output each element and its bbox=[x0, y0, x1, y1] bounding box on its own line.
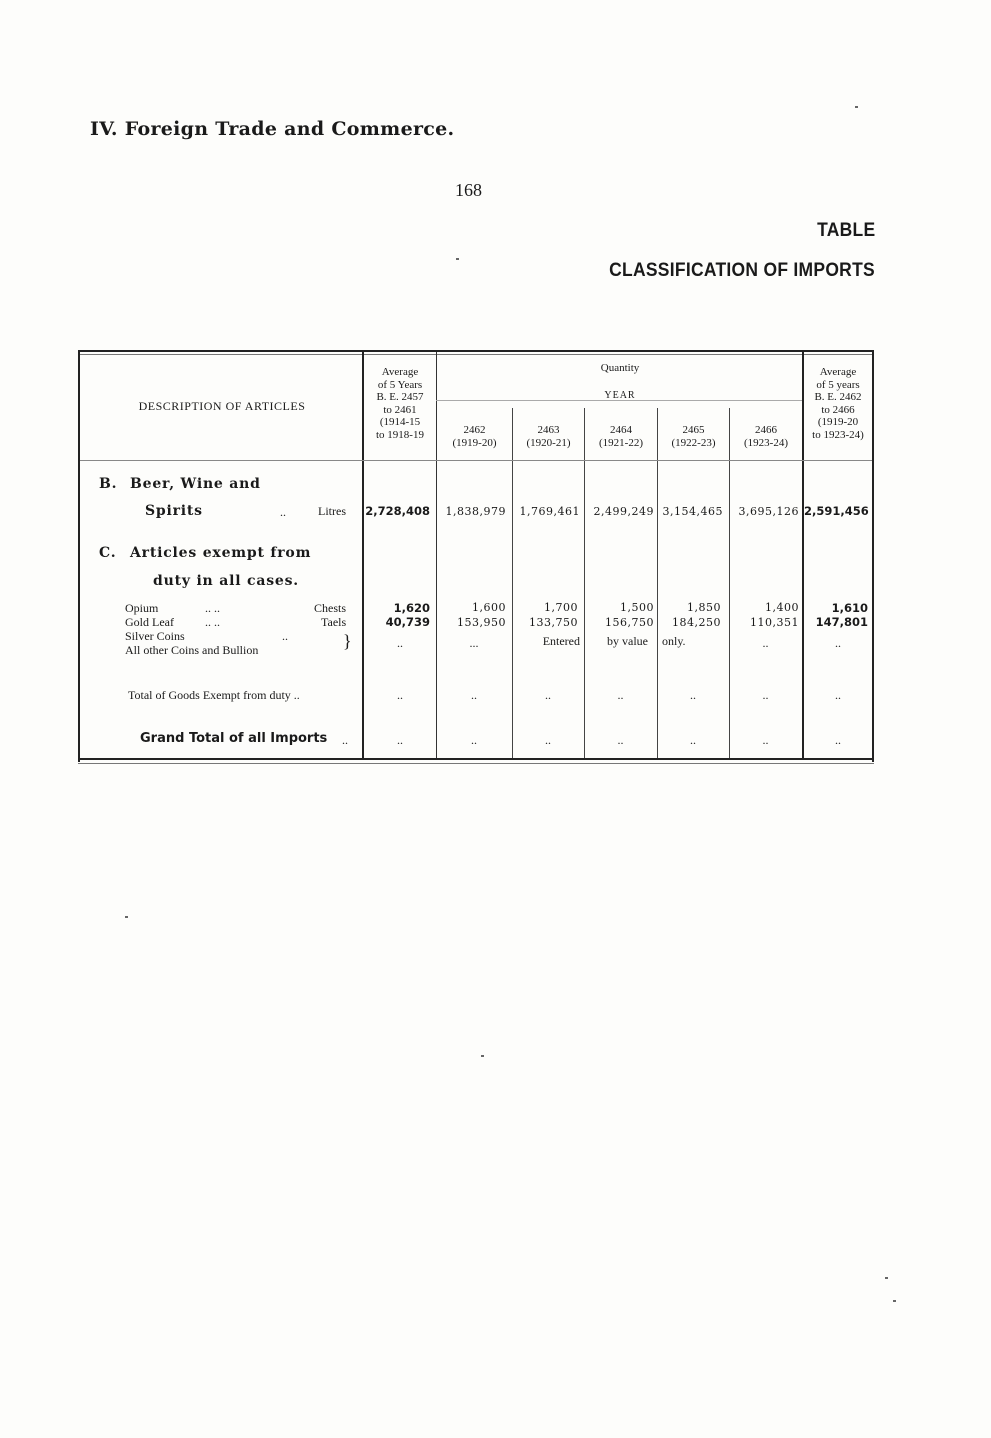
section-b-title-line1: Beer, Wine and bbox=[130, 476, 261, 492]
grand-total-label: Grand Total of all Imports bbox=[140, 731, 328, 746]
row-name: Silver Coins bbox=[125, 629, 185, 643]
beer-2465: 3,154,465 bbox=[662, 505, 723, 518]
beer-avg-first: 2,728,408 bbox=[365, 504, 430, 518]
header-bottom-rule bbox=[80, 460, 872, 461]
total-exempt-value: .. bbox=[471, 688, 477, 702]
header-year: YEAR bbox=[604, 390, 636, 401]
opium-avg-last: 1,610 bbox=[831, 601, 868, 615]
header-avg-first-line: Average bbox=[381, 366, 419, 378]
total-exempt-value: .. bbox=[690, 688, 696, 702]
header-year-span: (1921-22) bbox=[599, 436, 643, 449]
grand-total-value: .. bbox=[545, 733, 551, 747]
scan-speck bbox=[125, 916, 128, 918]
header-avg-first-line: to 1918-19 bbox=[376, 428, 424, 441]
gold-2464: 156,750 bbox=[605, 616, 654, 629]
beer-2463: 1,769,461 bbox=[519, 505, 580, 518]
header-year-number: 2466 bbox=[755, 424, 777, 436]
beer-2464: 2,499,249 bbox=[593, 505, 654, 518]
coins-avg-first: .. bbox=[397, 636, 403, 650]
row-dots: .. .. bbox=[205, 615, 220, 629]
header-year-number: 2462 bbox=[463, 424, 486, 436]
coins-2464: by value bbox=[607, 634, 648, 648]
header-year-span: (1923-24) bbox=[744, 436, 788, 449]
scan-speck bbox=[855, 106, 858, 108]
grand-total-value: .. bbox=[617, 733, 624, 747]
opium-2463: 1,700 bbox=[544, 601, 578, 614]
header-avg-last-line: Average bbox=[819, 366, 857, 378]
section-b-unit: Litres bbox=[318, 504, 346, 518]
section-heading: IV. Foreign Trade and Commerce. bbox=[90, 118, 455, 140]
header-year-number: 2464 bbox=[610, 424, 632, 436]
header-avg-last-line: of 5 years bbox=[816, 378, 860, 391]
header-avg-first-line: of 5 Years bbox=[377, 378, 423, 391]
brace-icon: } bbox=[343, 631, 352, 651]
total-exempt-value: .. bbox=[617, 688, 624, 702]
table-right-border bbox=[872, 350, 874, 762]
row-unit: Chests bbox=[314, 601, 347, 615]
row-name: Gold Leaf bbox=[125, 615, 174, 629]
gold-2463: 133,750 bbox=[529, 616, 578, 629]
coins-2462: ... bbox=[469, 636, 479, 650]
table-left-border bbox=[78, 350, 80, 762]
row-dots: .. bbox=[282, 629, 288, 643]
row-name: Opium bbox=[125, 601, 159, 615]
table-top-rule-thin bbox=[78, 354, 874, 355]
header-quantity: Quantity bbox=[600, 362, 640, 374]
table-bottom-rule bbox=[78, 758, 874, 760]
table-title: CLASSIFICATION OF IMPORTS bbox=[609, 260, 875, 281]
coins-2463: Entered bbox=[542, 634, 580, 648]
table-top-rule bbox=[78, 350, 874, 352]
header-year-col bbox=[585, 424, 657, 449]
header-avg-first-line: (1914-15 bbox=[379, 416, 421, 428]
header-average-last bbox=[804, 366, 872, 441]
total-exempt-value: .. bbox=[835, 688, 841, 702]
section-b-dots: .. bbox=[280, 505, 286, 519]
grand-total-value: .. bbox=[835, 733, 841, 747]
header-year-col bbox=[730, 424, 802, 449]
header-year-col bbox=[658, 424, 729, 449]
header-year-col bbox=[437, 424, 512, 449]
coins-2466: .. bbox=[762, 636, 769, 650]
gold-avg-first: 40,739 bbox=[385, 615, 430, 629]
header-year-span: (1920-21) bbox=[526, 436, 571, 449]
gold-avg-last: 147,801 bbox=[815, 615, 868, 629]
beer-2466: 3,695,126 bbox=[738, 505, 799, 518]
grand-total-dots: .. bbox=[342, 733, 348, 747]
header-year-col bbox=[513, 424, 584, 449]
section-b-letter: B. bbox=[99, 476, 118, 492]
opium-2466: 1,400 bbox=[765, 601, 799, 614]
section-c-title-line2: duty in all cases. bbox=[153, 573, 299, 589]
header-average-first bbox=[364, 366, 436, 441]
scan-speck bbox=[481, 1055, 484, 1057]
section-b-title-line2: Spirits bbox=[145, 503, 203, 519]
grand-total-value: .. bbox=[397, 733, 403, 747]
opium-2462: 1,600 bbox=[472, 601, 506, 614]
header-year-span: (1919-20) bbox=[452, 436, 497, 449]
opium-2464: 1,500 bbox=[620, 601, 654, 614]
opium-avg-first: 1,620 bbox=[393, 601, 430, 615]
table-label: TABLE bbox=[816, 220, 875, 241]
scan-speck bbox=[456, 258, 459, 260]
grand-total-value: .. bbox=[762, 733, 769, 747]
scan-speck bbox=[885, 1277, 888, 1279]
header-avg-first-line: to 2461 bbox=[383, 403, 417, 416]
beer-avg-last: 2,591,456 bbox=[804, 504, 869, 518]
gold-2465: 184,250 bbox=[672, 616, 721, 629]
section-c-letter: C. bbox=[99, 545, 117, 561]
scan-speck bbox=[893, 1300, 896, 1302]
section-c-title-line1: Articles exempt from bbox=[130, 545, 312, 561]
header-avg-last-line: to 1923-24) bbox=[812, 428, 864, 441]
total-exempt-label: Total of Goods Exempt from duty .. bbox=[128, 688, 300, 702]
gold-2466: 110,351 bbox=[750, 616, 799, 629]
header-avg-last-line: B. E. 2462 bbox=[814, 391, 862, 403]
row-name: All other Coins and Bullion bbox=[125, 643, 259, 657]
row-unit: Taels bbox=[321, 615, 347, 629]
total-exempt-value: .. bbox=[762, 688, 769, 702]
total-exempt-value: .. bbox=[397, 688, 403, 702]
header-year-number: 2465 bbox=[682, 424, 705, 436]
row-dots: .. .. bbox=[205, 601, 220, 615]
beer-2462: 1,838,979 bbox=[445, 505, 506, 518]
opium-2465: 1,850 bbox=[687, 601, 721, 614]
grand-total-value: .. bbox=[471, 733, 477, 747]
header-avg-last-line: to 2466 bbox=[821, 403, 855, 416]
header-avg-first-line: B. E. 2457 bbox=[376, 391, 424, 403]
header-description: DESCRIPTION OF ARTICLES bbox=[138, 399, 306, 413]
header-year-span: (1922-23) bbox=[671, 436, 716, 449]
table-bottom-rule-thin bbox=[78, 763, 874, 764]
grand-total-value: .. bbox=[690, 733, 696, 747]
header-avg-last-line: (1919-20 bbox=[817, 416, 859, 428]
gold-2462: 153,950 bbox=[457, 616, 506, 629]
coins-2465: only. bbox=[662, 634, 686, 648]
page-number: 168 bbox=[455, 180, 482, 200]
total-exempt-value: .. bbox=[545, 688, 551, 702]
header-year-number: 2463 bbox=[537, 424, 560, 436]
coins-avg-last: .. bbox=[835, 636, 841, 650]
